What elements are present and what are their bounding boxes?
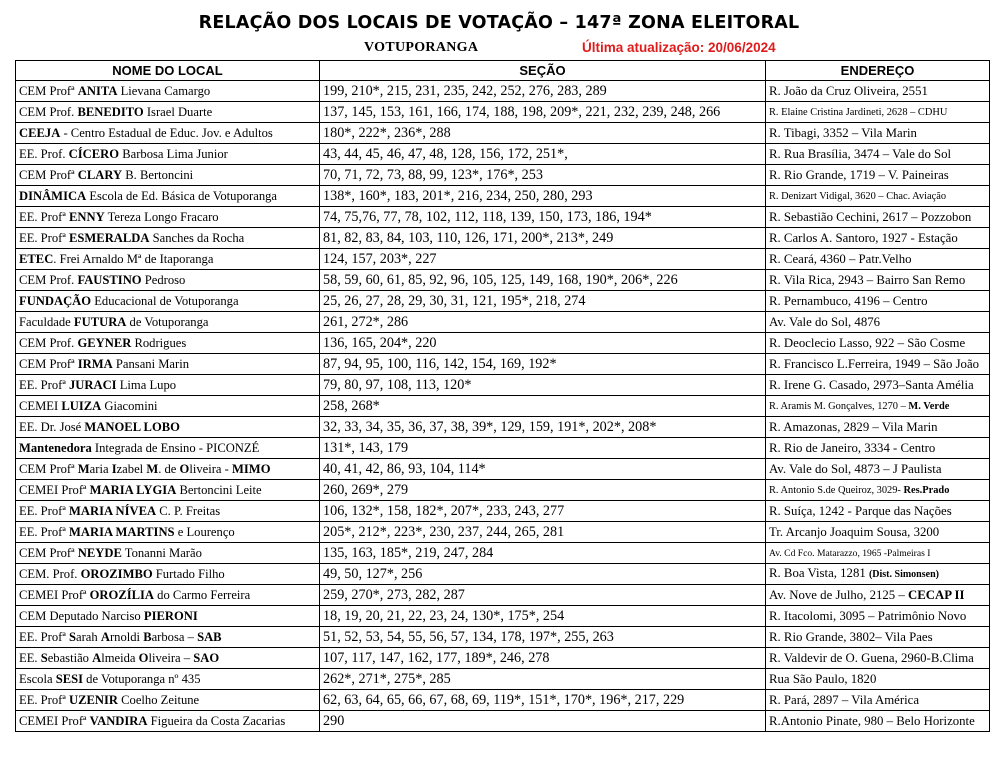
text-segment: R. Elaine Cristina Jardineti, 2628 – CDHU — [769, 106, 948, 118]
section-list: 107, 117, 147, 162, 177, 189*, 246, 278 — [320, 648, 766, 669]
text-segment: Escola de Ed. Básica de Votuporanga — [86, 188, 278, 203]
location-name — [16, 207, 320, 228]
text-segment: R. Tibagi, 3352 – Vila Marin — [769, 125, 917, 140]
table-row — [16, 564, 990, 585]
bold-text: SAO — [193, 650, 220, 665]
table-row — [16, 627, 990, 648]
section-list: 124, 157, 203*, 227 — [320, 249, 766, 270]
location-address — [766, 585, 990, 606]
location-address — [766, 144, 990, 165]
location-name — [16, 144, 320, 165]
text-segment: R. Aramis M. Gonçalves, 1270 – — [769, 400, 909, 412]
text-segment: . de — [158, 461, 180, 476]
location-name — [16, 669, 320, 690]
text-segment: ebastião — [47, 650, 93, 665]
section-list: 259, 270*, 273, 282, 287 — [320, 585, 766, 606]
table-row — [16, 228, 990, 249]
bold-text: OROZIMBO — [80, 566, 153, 581]
section-list: 51, 52, 53, 54, 55, 56, 57, 134, 178, 197*, 255, 263 — [320, 627, 766, 648]
text-segment: R. Amazonas, 2829 – Vila Marin — [769, 419, 938, 434]
location-address — [766, 165, 990, 186]
section-list: 49, 50, 127*, 256 — [320, 564, 766, 585]
text-segment: de Votuporanga nº 435 — [83, 671, 201, 686]
location-name — [16, 186, 320, 207]
section-list: 180*, 222*, 236*, 288 — [320, 123, 766, 144]
text-segment: R. Vila Rica, 2943 – Bairro San Remo — [769, 272, 966, 287]
table-row — [16, 669, 990, 690]
location-address — [766, 522, 990, 543]
text-segment: Pedroso — [141, 272, 186, 287]
location-address — [766, 648, 990, 669]
location-name — [16, 165, 320, 186]
bold-text: PIERONI — [143, 608, 198, 623]
section-list: 25, 26, 27, 28, 29, 30, 31, 121, 195*, 218, 274 — [320, 291, 766, 312]
location-name — [16, 270, 320, 291]
table-row — [16, 144, 990, 165]
location-address — [766, 207, 990, 228]
text-segment: Av. Vale do Sol, 4876 — [769, 314, 881, 329]
bold-text: B — [143, 629, 152, 644]
section-list: 290 — [320, 711, 766, 732]
bold-text: DINÂMICA — [19, 188, 87, 203]
location-address — [766, 312, 990, 333]
table-row — [16, 123, 990, 144]
text-segment: e Lourenço — [174, 524, 235, 539]
bold-text: JURACI — [69, 377, 117, 392]
bold-text: GEYNER — [77, 335, 132, 350]
text-segment: CEM. Prof. — [19, 566, 81, 581]
section-list: 135, 163, 185*, 219, 247, 284 — [320, 543, 766, 564]
bold-text: I — [111, 461, 117, 476]
text-segment: Lievana Camargo — [117, 83, 211, 98]
text-segment: CEM Prof. — [19, 104, 78, 119]
text-segment: Sanches da Rocha — [149, 230, 245, 245]
text-segment: Coelho Zeitune — [118, 692, 200, 707]
location-name — [16, 480, 320, 501]
text-segment: Educacional de Votuporanga — [91, 293, 239, 308]
location-address — [766, 669, 990, 690]
location-name — [16, 396, 320, 417]
section-list: 136, 165, 204*, 220 — [320, 333, 766, 354]
text-segment: R. Pará, 2897 – Vila América — [769, 692, 920, 707]
text-segment: CEM Profª — [19, 356, 78, 371]
location-name — [16, 585, 320, 606]
text-segment: zabel — [116, 461, 147, 476]
text-segment: Faculdade — [19, 314, 74, 329]
location-name — [16, 711, 320, 732]
text-segment: R. Itacolomi, 3095 – Patrimônio Novo — [769, 608, 967, 623]
location-name — [16, 375, 320, 396]
text-segment: EE. Profª — [19, 692, 69, 707]
bold-text: A — [100, 629, 110, 644]
section-list: 137, 145, 153, 161, 166, 174, 188, 198, 209*, 221, 232, 239, 248, 266 — [320, 102, 766, 123]
table-row — [16, 417, 990, 438]
text-segment: R. Rua Brasília, 3474 – Vale do Sol — [769, 146, 952, 161]
text-segment: R. Rio Grande, 1719 – V. Paineiras — [769, 167, 949, 182]
section-list: 74, 75,76, 77, 78, 102, 112, 118, 139, 150, 173, 186, 194* — [320, 207, 766, 228]
text-segment: Tr. Arcanjo Joaquim Sousa, 3200 — [769, 524, 940, 539]
text-segment: CEM Profª — [19, 83, 78, 98]
text-segment: EE. Profª — [19, 524, 69, 539]
location-address — [766, 270, 990, 291]
section-list: 32, 33, 34, 35, 36, 37, 38, 39*, 129, 159, 191*, 202*, 208* — [320, 417, 766, 438]
table-row — [16, 459, 990, 480]
location-name — [16, 606, 320, 627]
location-name — [16, 102, 320, 123]
table-row — [16, 207, 990, 228]
location-address — [766, 249, 990, 270]
text-segment: CEMEI Profª — [19, 587, 90, 602]
text-segment: Escola — [19, 671, 56, 686]
bold-text: CECAP II — [907, 587, 965, 602]
bold-text: O — [138, 650, 149, 665]
location-address — [766, 333, 990, 354]
section-list: 261, 272*, 286 — [320, 312, 766, 333]
text-segment: EE. Prof. — [19, 146, 69, 161]
table-row — [16, 312, 990, 333]
table-row — [16, 354, 990, 375]
text-segment: R. Deoclecio Lasso, 922 – São Cosme — [769, 335, 966, 350]
text-segment: Tereza Longo Fracaro — [104, 209, 219, 224]
text-segment: do Carmo Ferreira — [154, 587, 251, 602]
location-name — [16, 648, 320, 669]
text-segment: R. Antonio S.de Queiroz, 3029- — [769, 484, 904, 496]
text-segment: liveira – — [148, 650, 194, 665]
location-name — [16, 417, 320, 438]
location-name — [16, 123, 320, 144]
text-segment: R. Sebastião Cechini, 2617 – Pozzobon — [769, 209, 972, 224]
section-list: 258, 268* — [320, 396, 766, 417]
text-segment: Rua São Paulo, 1820 — [769, 671, 877, 686]
bold-text: Mantenedora — [19, 440, 92, 455]
table-row — [16, 396, 990, 417]
table-row — [16, 102, 990, 123]
bold-text: ENNY — [69, 209, 105, 224]
table-row — [16, 543, 990, 564]
location-name — [16, 249, 320, 270]
text-segment: Israel Duarte — [143, 104, 213, 119]
section-list: 62, 63, 64, 65, 66, 67, 68, 69, 119*, 151*, 170*, 196*, 217, 229 — [320, 690, 766, 711]
text-segment: - Centro Estadual de Educ. Jov. e Adultos — [60, 125, 273, 140]
text-segment: Integrada de Ensino - PICONZÉ — [91, 440, 260, 455]
text-segment: R. Francisco L.Ferreira, 1949 – São João — [769, 356, 980, 371]
location-name — [16, 333, 320, 354]
bold-text: CÍCERO — [68, 146, 120, 161]
location-address — [766, 123, 990, 144]
bold-text: ANITA — [77, 83, 118, 98]
location-name — [16, 543, 320, 564]
text-segment: CEMEI — [19, 398, 62, 413]
text-segment: R. Rio de Janeiro, 3334 - Centro — [769, 440, 936, 455]
location-name — [16, 627, 320, 648]
text-segment: EE. Profª — [19, 629, 69, 644]
section-list: 81, 82, 83, 84, 103, 110, 126, 171, 200*, 213*, 249 — [320, 228, 766, 249]
text-segment: Pansani Marin — [112, 356, 190, 371]
table-header-row — [16, 61, 990, 81]
location-name — [16, 459, 320, 480]
location-address — [766, 564, 990, 585]
bold-text: BENEDITO — [77, 104, 144, 119]
table-row — [16, 438, 990, 459]
text-segment: R. Carlos A. Santoro, 1927 - Estação — [769, 230, 958, 245]
location-address — [766, 375, 990, 396]
text-segment: . Frei Arnaldo Mª de Itaporanga — [53, 251, 214, 266]
table-row — [16, 270, 990, 291]
text-segment: R. Irene G. Casado, 2973–Santa Amélia — [769, 377, 974, 392]
text-segment: EE. Profª — [19, 377, 69, 392]
location-name — [16, 522, 320, 543]
section-list: 40, 41, 42, 86, 93, 104, 114* — [320, 459, 766, 480]
location-address — [766, 543, 990, 564]
table-row — [16, 690, 990, 711]
text-segment: Tonanni Marão — [121, 545, 202, 560]
text-segment: arbosa – — [151, 629, 198, 644]
section-list: 58, 59, 60, 61, 85, 92, 96, 105, 125, 149, 168, 190*, 206*, 226 — [320, 270, 766, 291]
text-segment: Av. Vale do Sol, 4873 – J Paulista — [769, 461, 942, 476]
column-header-address: ENDEREÇO — [766, 61, 990, 81]
table-row — [16, 501, 990, 522]
location-address — [766, 606, 990, 627]
text-segment: CEM Profª — [19, 167, 78, 182]
bold-text: MIMO — [232, 461, 271, 476]
text-segment: Av. Cd Fco. Matarazzo, 1965 -Palmeiras I — [769, 547, 931, 559]
location-name — [16, 312, 320, 333]
location-name — [16, 291, 320, 312]
table-row — [16, 648, 990, 669]
text-segment: Barbosa Lima Junior — [119, 146, 228, 161]
table-row — [16, 81, 990, 102]
bold-text: FUTURA — [73, 314, 127, 329]
bold-text: SAB — [197, 629, 222, 644]
bold-text: MARIA LYGIA — [89, 482, 177, 497]
location-address — [766, 186, 990, 207]
section-list: 131*, 143, 179 — [320, 438, 766, 459]
location-address — [766, 438, 990, 459]
section-list: 260, 269*, 279 — [320, 480, 766, 501]
table-row — [16, 522, 990, 543]
bold-text: ESMERALDA — [69, 230, 150, 245]
location-name — [16, 564, 320, 585]
location-address — [766, 417, 990, 438]
table-row — [16, 165, 990, 186]
text-segment: R. João da Cruz Oliveira, 2551 — [769, 83, 928, 98]
location-name — [16, 438, 320, 459]
text-segment: R. Pernambuco, 4196 – Centro — [769, 293, 928, 308]
text-segment: aria — [89, 461, 112, 476]
text-segment: EE. Profª — [19, 209, 69, 224]
text-segment: EE. — [19, 650, 41, 665]
bold-text: UZENIR — [69, 692, 118, 707]
table-row — [16, 249, 990, 270]
bold-text: M — [146, 461, 159, 476]
text-segment: EE. Profª — [19, 503, 69, 518]
bold-text: FUNDAÇÃO — [19, 293, 92, 308]
section-list: 43, 44, 45, 46, 47, 48, 128, 156, 172, 251*, — [320, 144, 766, 165]
text-segment: lmeida — [101, 650, 139, 665]
location-address — [766, 396, 990, 417]
bold-text: MARIA NÍVEA — [69, 503, 157, 518]
bold-text: SESI — [55, 671, 84, 686]
polling-places-table — [15, 60, 990, 732]
bold-text: Res.Prado — [903, 484, 950, 496]
bold-text: CLARY — [77, 167, 123, 182]
location-address — [766, 291, 990, 312]
bold-text: FAUSTINO — [77, 272, 142, 287]
text-segment: Furtado Filho — [152, 566, 225, 581]
section-list: 205*, 212*, 223*, 230, 237, 244, 265, 281 — [320, 522, 766, 543]
location-address — [766, 102, 990, 123]
document-title: RELAÇÃO DOS LOCAIS DE VOTAÇÃO – 147ª ZONA ELEITORAL — [198, 13, 800, 33]
location-address — [766, 627, 990, 648]
table-row — [16, 333, 990, 354]
location-address — [766, 480, 990, 501]
location-address — [766, 459, 990, 480]
section-list: 138*, 160*, 183, 201*, 216, 234, 250, 280, 293 — [320, 186, 766, 207]
text-segment: Figueira da Costa Zacarias — [147, 713, 286, 728]
text-segment: R. Rio Grande, 3802– Vila Paes — [769, 629, 933, 644]
section-list: 18, 19, 20, 21, 22, 23, 24, 130*, 175*, 254 — [320, 606, 766, 627]
bold-text: S — [40, 650, 48, 665]
text-segment: CEM Prof. — [19, 335, 78, 350]
section-list: 79, 80, 97, 108, 113, 120* — [320, 375, 766, 396]
location-address — [766, 711, 990, 732]
city-name: VOTUPORANGA — [364, 40, 479, 55]
column-header-section: SEÇÃO — [320, 61, 766, 81]
table-row — [16, 480, 990, 501]
table-row — [16, 186, 990, 207]
text-segment: CEMEI Profª — [19, 713, 90, 728]
location-name — [16, 81, 320, 102]
text-segment: C. P. Freitas — [156, 503, 221, 518]
text-segment: EE. Profª — [19, 230, 69, 245]
location-name — [16, 501, 320, 522]
table-row — [16, 585, 990, 606]
table-row — [16, 375, 990, 396]
bold-text: OROZÍLIA — [89, 587, 155, 602]
bold-text: M. Verde — [908, 400, 950, 412]
bold-text: MARIA MARTINS — [69, 524, 175, 539]
text-segment: Giacomini — [101, 398, 158, 413]
section-list: 106, 132*, 158, 182*, 207*, 233, 243, 277 — [320, 501, 766, 522]
table-row — [16, 711, 990, 732]
text-segment: R. Valdevir de O. Guena, 2960-B.Clima — [769, 650, 974, 665]
location-address — [766, 81, 990, 102]
bold-text: MANOEL LOBO — [84, 419, 180, 434]
location-name — [16, 690, 320, 711]
text-segment: CEM Profª — [19, 545, 78, 560]
text-segment: de Votuporanga — [126, 314, 209, 329]
text-segment: CEM Deputado Narciso — [19, 608, 144, 623]
bold-text: IRMA — [77, 356, 113, 371]
section-list: 262*, 271*, 275*, 285 — [320, 669, 766, 690]
text-segment: R. Suíça, 1242 - Parque das Nações — [769, 503, 952, 518]
bold-text: ETEC — [19, 251, 54, 266]
text-segment: R.Antonio Pinate, 980 – Belo Horizonte — [769, 713, 975, 728]
text-segment: EE. Dr. José — [19, 419, 85, 434]
location-address — [766, 501, 990, 522]
section-list: 70, 71, 72, 73, 88, 99, 123*, 176*, 253 — [320, 165, 766, 186]
bold-text: CEEJA — [19, 125, 61, 140]
bold-text: (Dist. Simonsen) — [868, 569, 939, 580]
section-list: 87, 94, 95, 100, 116, 142, 154, 169, 192* — [320, 354, 766, 375]
table-body — [16, 81, 990, 732]
text-segment: liveira - — [189, 461, 233, 476]
text-segment: R. Denizart Vidigal, 3620 – Chac. Aviação — [769, 190, 947, 202]
location-address — [766, 690, 990, 711]
section-list: 199, 210*, 215, 231, 235, 242, 252, 276, 283, 289 — [320, 81, 766, 102]
text-segment: R. Ceará, 4360 – Patr.Velho — [769, 251, 912, 266]
column-header-name: NOME DO LOCAL — [16, 61, 320, 81]
text-segment: B. Bertoncini — [122, 167, 194, 182]
text-segment: R. Boa Vista, 1281 — [769, 566, 869, 580]
last-update: Última atualização: 20/06/2024 — [582, 40, 776, 55]
text-segment: arah — [76, 629, 101, 644]
text-segment: Lima Lupo — [116, 377, 177, 392]
text-segment: Bertoncini Leite — [176, 482, 262, 497]
bold-text: M — [77, 461, 90, 476]
text-segment: rnoldi — [109, 629, 144, 644]
location-address — [766, 354, 990, 375]
location-address — [766, 228, 990, 249]
text-segment: Av. Nove de Julho, 2125 – — [769, 587, 908, 602]
text-segment: Rodrigues — [131, 335, 187, 350]
table-row — [16, 291, 990, 312]
bold-text: S — [69, 629, 77, 644]
bold-text: NEYDE — [77, 545, 122, 560]
text-segment: CEMEI Profª — [19, 482, 90, 497]
bold-text: LUIZA — [61, 398, 102, 413]
table-row — [16, 606, 990, 627]
text-segment: CEM Prof. — [19, 272, 78, 287]
text-segment: CEM Profª — [19, 461, 78, 476]
bold-text: VANDIRA — [89, 713, 148, 728]
location-name — [16, 228, 320, 249]
bold-text: A — [92, 650, 102, 665]
location-name — [16, 354, 320, 375]
bold-text: O — [179, 461, 190, 476]
